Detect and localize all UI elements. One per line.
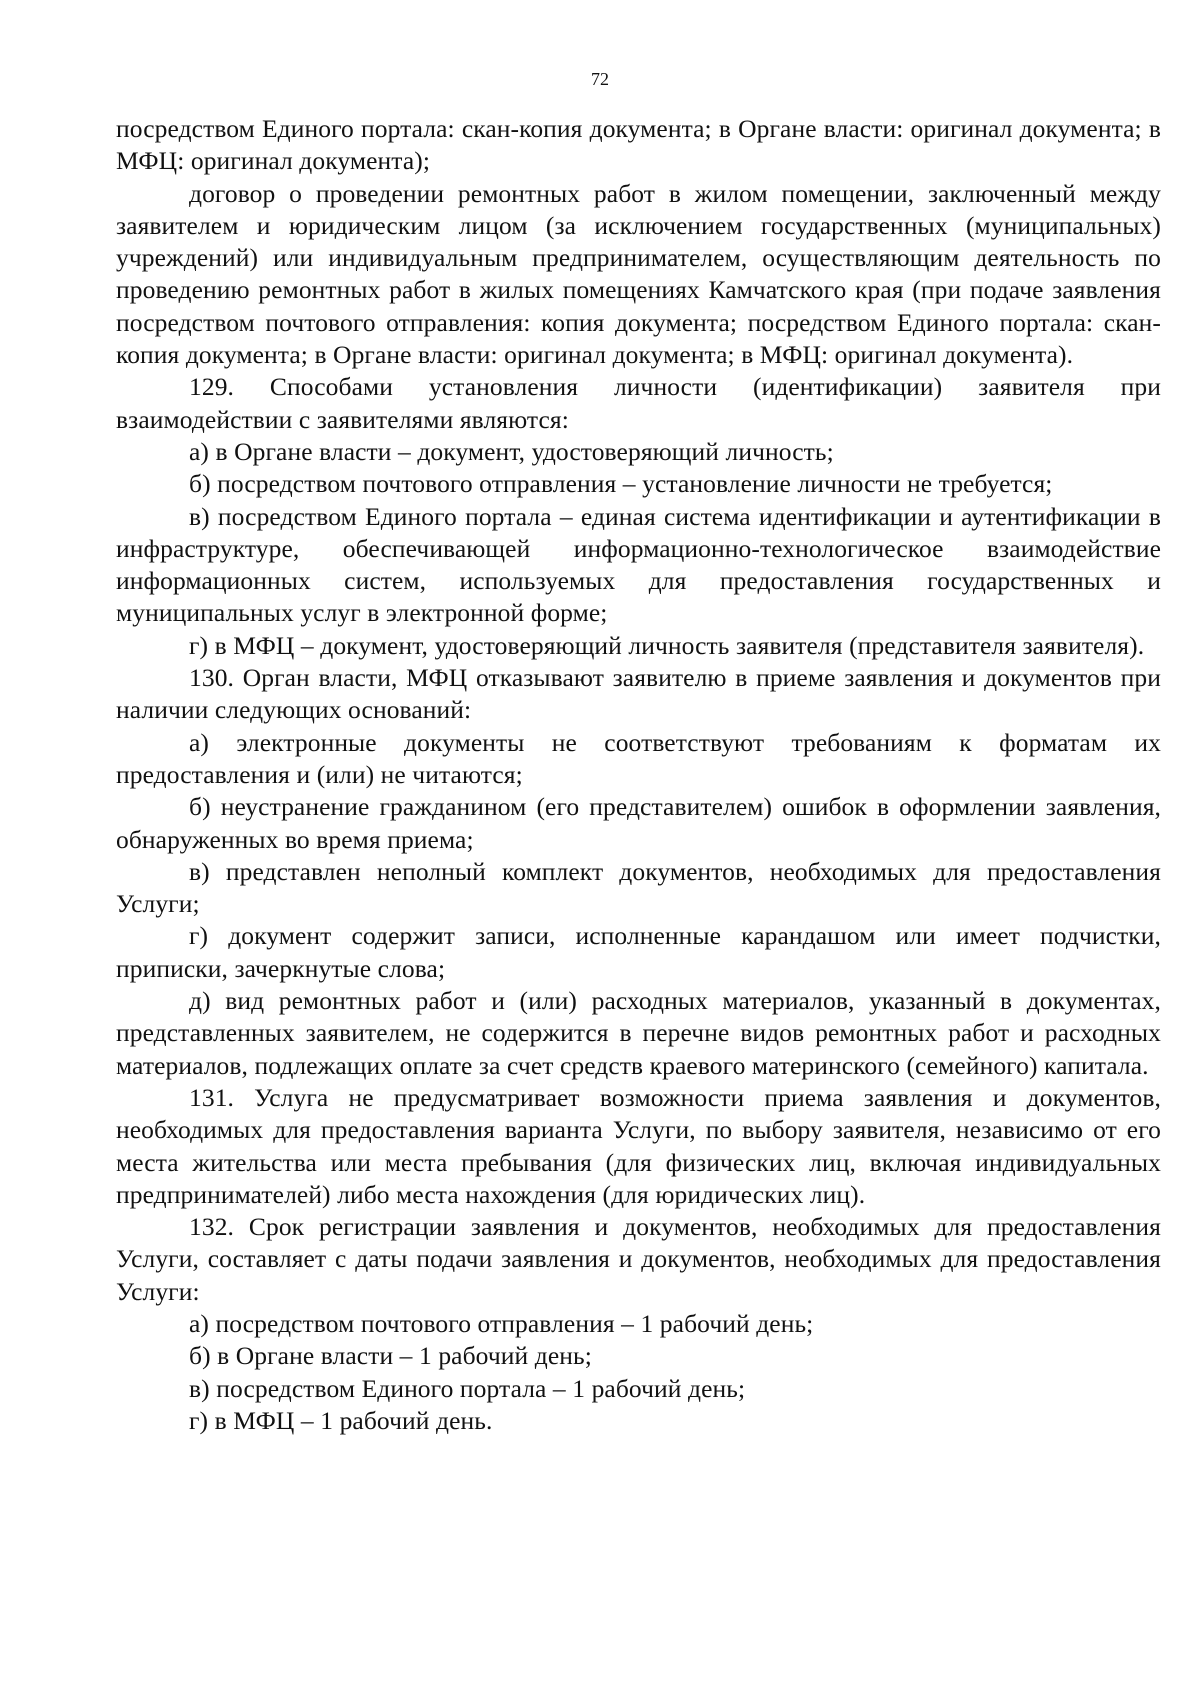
document-body [116, 113, 1161, 1437]
paragraph-129-v: в) посредством Единого портала – единая система идентификации и аутентификации в инфраструктуре, обеспечивающей информационно-технологическое взаимодействие информационных систем, используемых для предоставления государственных и муниципальных услуг в электронной форме; [116, 501, 1161, 628]
paragraph-132-g: г) в МФЦ – 1 рабочий день. [189, 1405, 493, 1435]
paragraph-130-d: д) вид ремонтных работ и (или) расходных материалов, указанный в документах, представленных заявителем, не содержится в перечне видов ремонтных работ и расходных материалов, подлежащих оплате за счет средств краевого материнского (семейного) капитала. [116, 986, 1161, 1080]
paragraph-130: 130. Орган власти, МФЦ отказывают заявителю в приеме заявления и документов при наличии следующих оснований: [116, 663, 1161, 725]
paragraph-129: 129. Способами установления личности (идентификации) заявителя при взаимодействии с заявителями являются: [116, 372, 1161, 434]
paragraph-130-a: а) электронные документы не соответствуют требованиям к форматам их предоставления и (или) не читаются; [116, 727, 1161, 789]
paragraph-130-g: г) документ содержит записи, исполненные карандашом или имеет подчистки, приписки, зачеркнутые слова; [116, 921, 1161, 983]
paragraph-132-b: б) в Органе власти – 1 рабочий день; [189, 1341, 592, 1371]
paragraph-129-g: г) в МФЦ – документ, удостоверяющий личность заявителя (представителя заявителя). [189, 630, 1145, 660]
paragraph-132-v: в) посредством Единого портала – 1 рабочий день; [189, 1373, 746, 1403]
paragraph-129-a: а) в Органе власти – документ, удостоверяющий личность; [189, 436, 834, 466]
paragraph-continuation: посредством Единого портала: скан-копия документа; в Органе власти: оригинал документа; в МФЦ: оригинал документа); [116, 114, 1161, 176]
paragraph-repair-contract: договор о проведении ремонтных работ в жилом помещении, заключенный между заявителем и юридическим лицом (за исключением государственных (муниципальных) учреждений) или индивидуальным предпринимателем, осуществляющим деятельность по проведению ремонтных работ в жилых помещениях Камчатского края (при подаче заявления посредством почтового отправления: копия документа; посредством Единого портала: скан-копия документа; в Органе власти: оригинал документа; в МФЦ: оригинал документа). [116, 178, 1161, 370]
paragraph-132: 132. Срок регистрации заявления и документов, необходимых для предоставления Услуги, составляет с даты подачи заявления и документов, необходимых для предоставления Услуги: [116, 1212, 1161, 1306]
page-number: 72 [591, 69, 609, 89]
paragraph-130-b: б) неустранение гражданином (его представителем) ошибок в оформлении заявления, обнаруженных во время приема; [116, 792, 1161, 854]
paragraph-132-a: а) посредством почтового отправления – 1 рабочий день; [189, 1308, 814, 1338]
paragraph-130-v: в) представлен неполный комплект документов, необходимых для предоставления Услуги; [116, 856, 1161, 919]
paragraph-131: 131. Услуга не предусматривает возможности приема заявления и документов, необходимых для предоставления варианта Услуги, по выбору заявителя, независимо от его места жительства или места пребывания (для физических лиц, включая индивидуальных предпринимателей) либо места нахождения (для юридических лиц). [116, 1082, 1161, 1209]
paragraph-129-b: б) посредством почтового отправления – установление личности не требуется; [189, 469, 1053, 499]
